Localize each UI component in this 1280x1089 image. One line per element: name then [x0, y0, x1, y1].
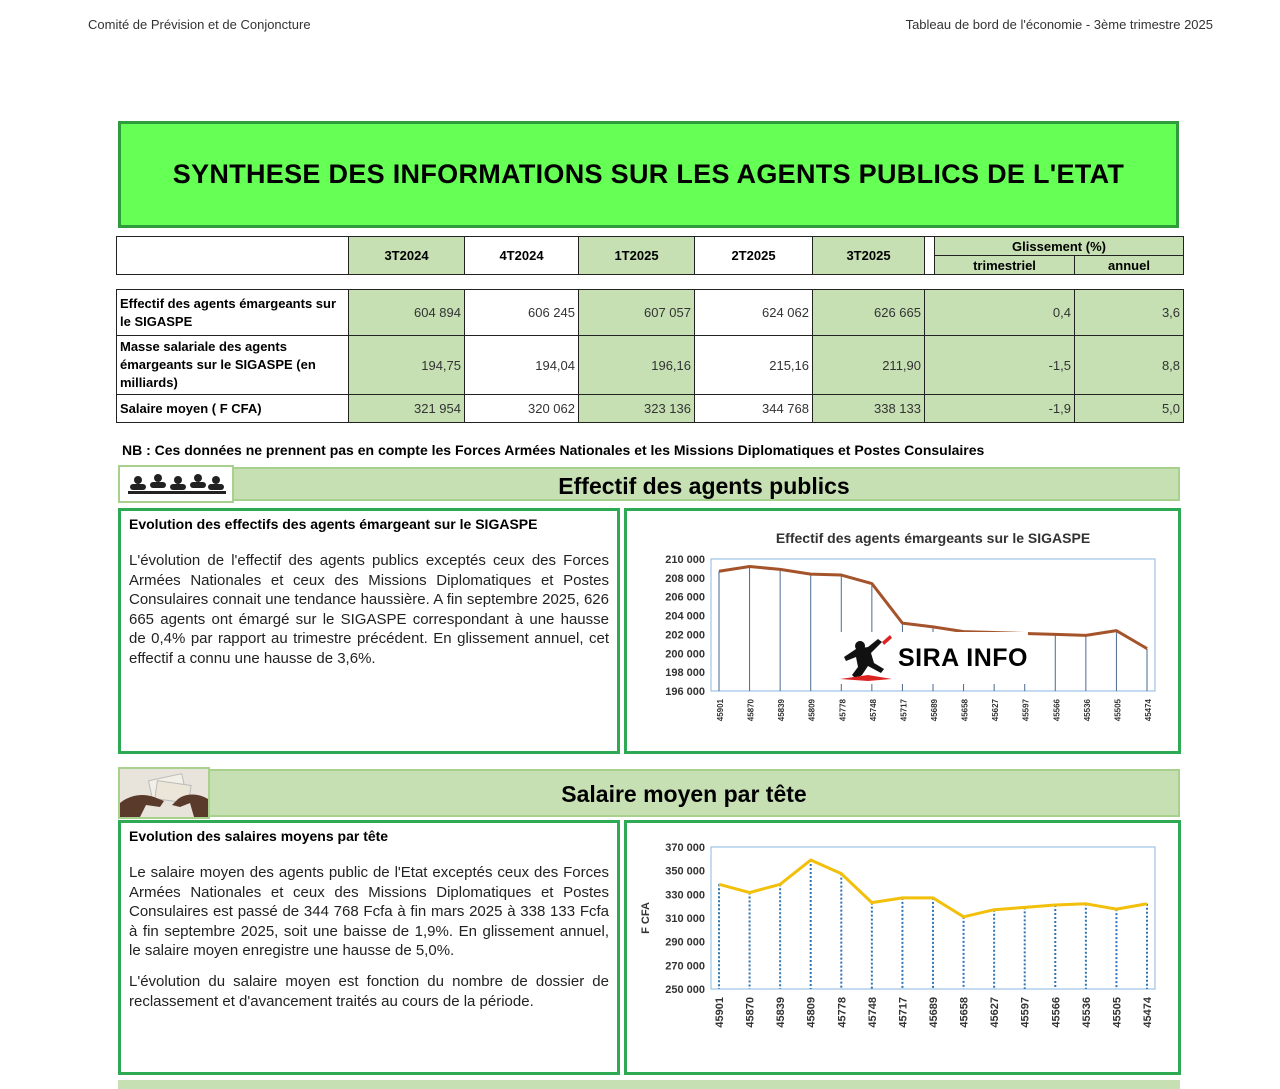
- cell: 604 894: [349, 290, 465, 336]
- x-tick-label: 45536: [1080, 997, 1093, 1028]
- table-gap: [925, 237, 935, 275]
- row-label: Salaire moyen ( F CFA): [117, 395, 349, 423]
- y-tick-label: 206 000: [665, 591, 705, 604]
- x-tick-label: 45536: [1082, 699, 1092, 722]
- x-tick-label: 45566: [1052, 699, 1062, 722]
- x-tick-label: 45809: [805, 997, 818, 1028]
- cell: 320 062: [465, 395, 579, 423]
- x-tick-label: 45717: [897, 997, 910, 1028]
- cell: 211,90: [813, 336, 925, 395]
- cell: 323 136: [579, 395, 695, 423]
- watermark: [838, 632, 1028, 684]
- row-label: Effectif des agents émargeants sur le SIGASPE: [117, 290, 349, 336]
- people-icon: [118, 465, 234, 503]
- paragraph: Le salaire moyen des agents public de l'Etat exceptés ceux des Forces Armées Nationales et ceux des Missions Diplomatiques et Postes Consulaires est passé de 344 768 Fcfa à fin mars 2025 à 338 133 Fcfa à fin septembre 2025, soit une baisse de 1,9%. En glissement annuel, le salaire moyen enregistre une hausse de 5,0%.: [129, 864, 609, 960]
- chart-title: Effectif des agents émargeants sur le SIGASPE: [775, 530, 1091, 546]
- x-tick-label: 45505: [1113, 699, 1123, 722]
- cell-ann: 3,6: [1075, 290, 1184, 336]
- cell: 194,04: [465, 336, 579, 395]
- section-band-salaire: [118, 769, 1180, 817]
- y-tick-label: 290 000: [665, 936, 705, 949]
- money-hands-icon: [118, 767, 210, 819]
- x-tick-label: 45505: [1111, 997, 1124, 1028]
- cell: 626 665: [813, 290, 925, 336]
- synthesis-table: [116, 236, 1184, 423]
- x-tick-label: 45839: [777, 699, 787, 722]
- y-tick-label: 200 000: [665, 648, 705, 661]
- col-header: 4T2024: [465, 237, 579, 275]
- table-spacer: [117, 275, 1184, 290]
- cell: 321 954: [349, 395, 465, 423]
- y-tick-label: 310 000: [665, 913, 705, 925]
- x-tick-label: 45870: [744, 997, 757, 1028]
- x-tick-label: 45870: [746, 699, 756, 722]
- x-tick-label: 45566: [1050, 997, 1063, 1028]
- section-title: Effectif des agents publics: [558, 473, 850, 499]
- x-tick-label: 45627: [991, 699, 1001, 722]
- header-right: Tableau de bord de l'économie - 3ème trimestre 2025: [905, 17, 1213, 32]
- runner-logo-icon: [838, 633, 894, 683]
- page-title: SYNTHESE DES INFORMATIONS SUR LES AGENTS PUBLICS DE L'ETAT: [172, 159, 1125, 189]
- y-tick-label: 198 000: [665, 667, 705, 680]
- y-tick-label: 270 000: [665, 960, 705, 973]
- x-tick-label: 45901: [714, 997, 726, 1028]
- cell: 624 062: [695, 290, 813, 336]
- effectif-chart-panel: [624, 508, 1181, 754]
- x-tick-label: 45748: [866, 997, 879, 1028]
- x-tick-label: 45839: [775, 997, 788, 1028]
- cell: 344 768: [695, 395, 813, 423]
- col-header: 3T2025: [813, 237, 925, 275]
- y-tick-label: 250 000: [665, 984, 705, 996]
- x-tick-label: 45689: [930, 699, 939, 722]
- x-tick-label: 45597: [1021, 699, 1031, 722]
- paragraph: L'évolution de l'effectif des agents publics exceptés ceux des Forces Armées Nationales et ceux des Missions Diplomatiques et Postes Consulaires connait une tendance haussière. A fin septembre 2025, 626 665 agents ont émargé sur le SIGASPE correspondant à une hausse de 0,4% par rapport au trimestre précédent. En glissement annuel, cet effectif a connu une hausse de 3,6%.: [129, 552, 609, 667]
- cell-trim: -1,5: [925, 336, 1075, 395]
- x-tick-label: 45689: [928, 997, 940, 1028]
- salaire-chart-panel: [624, 820, 1181, 1075]
- y-tick-label: 350 000: [665, 865, 705, 878]
- x-tick-label: 45778: [836, 997, 849, 1028]
- next-section-band: [118, 1080, 1180, 1089]
- x-tick-label: 45474: [1144, 699, 1153, 722]
- cell: 194,75: [349, 336, 465, 395]
- y-tick-label: 210 000: [665, 554, 705, 566]
- cell: 215,16: [695, 336, 813, 395]
- trimestriel-header: trimestriel: [935, 256, 1075, 275]
- col-header: 1T2025: [579, 237, 695, 275]
- panel-text: [129, 863, 609, 1022]
- glissement-header: Glissement (%): [935, 237, 1184, 256]
- col-header: 3T2024: [349, 237, 465, 275]
- x-tick-label: 45658: [958, 997, 971, 1028]
- y-tick-label: 370 000: [665, 842, 705, 854]
- x-tick-label: 45778: [838, 699, 848, 722]
- salaire-text-panel: [118, 820, 620, 1075]
- x-tick-label: 45474: [1142, 997, 1154, 1028]
- x-tick-label: 45748: [868, 699, 878, 722]
- paragraph: L'évolution du salaire moyen est fonction du nombre de dossier de reclassement et d'avancement traités au cours de la période.: [129, 972, 609, 1010]
- x-tick-label: 45658: [960, 699, 970, 722]
- salaire-line-chart: [627, 823, 1178, 1072]
- x-tick-label: 45597: [1019, 997, 1032, 1028]
- row-label: Masse salariale des agents émargeants sur le SIGASPE (en milliards): [117, 336, 349, 395]
- section-band-effectif: [118, 467, 1180, 501]
- cell-ann: 8,8: [1075, 336, 1184, 395]
- annuel-header: annuel: [1075, 256, 1184, 275]
- y-axis-label: F CFA: [640, 902, 652, 934]
- effectif-text-panel: [118, 508, 620, 754]
- x-tick-label: 45627: [989, 997, 1002, 1028]
- panel-title: Evolution des effectifs des agents émargeant sur le SIGASPE: [129, 516, 538, 532]
- title-banner: [118, 121, 1179, 228]
- table-corner: [117, 237, 349, 275]
- y-tick-label: 330 000: [665, 889, 705, 902]
- cell: 606 245: [465, 290, 579, 336]
- y-tick-label: 208 000: [665, 572, 705, 585]
- effectif-line-chart: [627, 511, 1178, 751]
- watermark-text: SIRA INFO: [898, 643, 1028, 672]
- cell: 607 057: [579, 290, 695, 336]
- panel-title: Evolution des salaires moyens par tête: [129, 828, 389, 844]
- header-left: Comité de Prévision et de Conjoncture: [88, 17, 311, 32]
- col-header: 2T2025: [695, 237, 813, 275]
- cell: 196,16: [579, 336, 695, 395]
- section-title: Salaire moyen par tête: [561, 781, 807, 807]
- x-tick-label: 45809: [807, 699, 817, 722]
- y-tick-label: 204 000: [665, 610, 705, 623]
- cell-ann: 5,0: [1075, 395, 1184, 423]
- x-tick-label: 45717: [899, 699, 909, 722]
- series-line: [719, 860, 1147, 917]
- cell: 338 133: [813, 395, 925, 423]
- x-tick-label: 45901: [716, 699, 725, 722]
- y-tick-label: 202 000: [665, 629, 705, 642]
- panel-text: [129, 551, 609, 680]
- nb-note: NB : Ces données ne prennent pas en compte les Forces Armées Nationales et les Missions Diplomatiques et Postes Consulaires: [122, 442, 985, 458]
- cell-trim: 0,4: [925, 290, 1075, 336]
- cell-trim: -1,9: [925, 395, 1075, 423]
- y-tick-label: 196 000: [665, 686, 705, 698]
